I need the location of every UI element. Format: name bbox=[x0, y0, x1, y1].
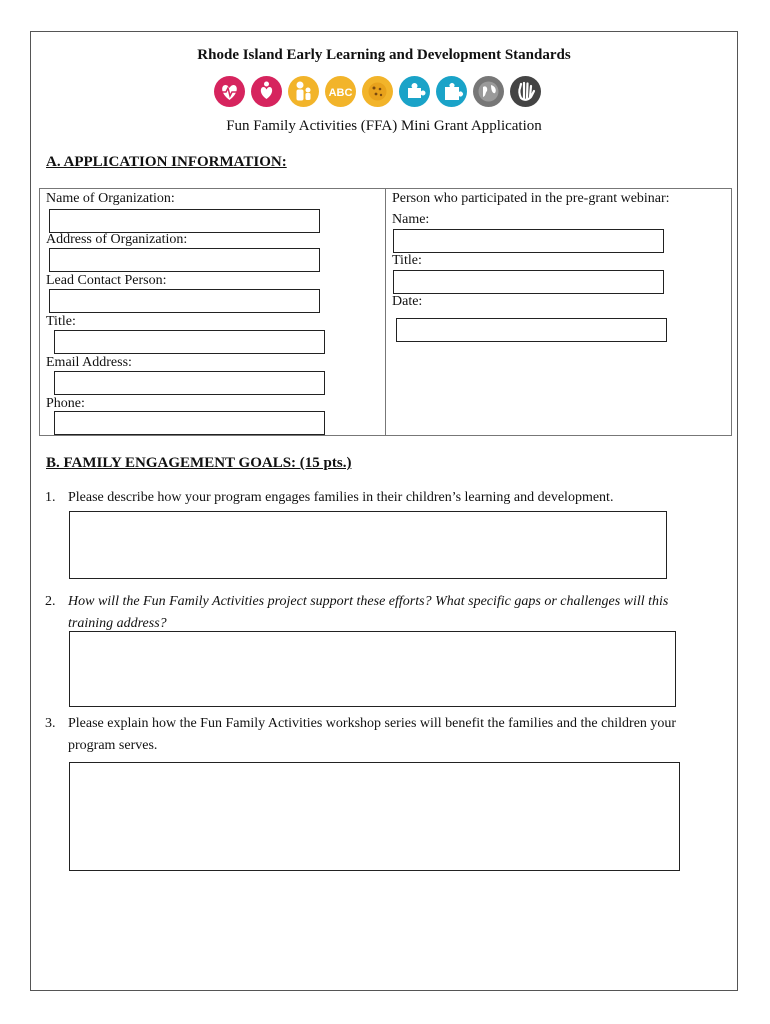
form-subtitle: Fun Family Activities (FFA) Mini Grant Application bbox=[226, 118, 542, 134]
answer-3-textarea[interactable] bbox=[69, 762, 680, 871]
title-label: Title: bbox=[46, 314, 76, 329]
title-input[interactable] bbox=[54, 330, 325, 354]
webinar-date-label: Date: bbox=[392, 294, 423, 309]
family-icon bbox=[288, 76, 319, 107]
hands-icon bbox=[251, 76, 282, 107]
webinar-name-input[interactable] bbox=[393, 229, 664, 253]
section-a-heading: A. APPLICATION INFORMATION: bbox=[46, 154, 287, 170]
svg-text:ABC: ABC bbox=[328, 87, 353, 99]
answer-2-textarea[interactable] bbox=[69, 631, 676, 707]
question-number: 1. bbox=[45, 490, 56, 505]
question-text: Please describe how your program engages families in their children’s learning and development. bbox=[68, 490, 614, 505]
email-label: Email Address: bbox=[46, 355, 132, 370]
phone-input[interactable] bbox=[54, 411, 325, 435]
application-info-table bbox=[39, 188, 732, 436]
question-text-line-2: program serves. bbox=[68, 738, 158, 753]
webinar-name-label: Name: bbox=[392, 212, 430, 227]
org-name-input[interactable] bbox=[49, 209, 320, 233]
phone-label: Phone: bbox=[46, 396, 85, 411]
table-divider bbox=[385, 189, 386, 435]
section-b-heading: B. FAMILY ENGAGEMENT GOALS: (15 pts.) bbox=[46, 455, 352, 471]
puzzle-piece-icon bbox=[436, 76, 467, 107]
question-2 bbox=[45, 591, 735, 635]
email-input[interactable] bbox=[54, 371, 325, 395]
form-page bbox=[30, 31, 738, 991]
cookie-icon bbox=[362, 76, 393, 107]
question-number: 3. bbox=[45, 716, 56, 731]
globe-icon bbox=[473, 76, 504, 107]
webinar-title-input[interactable] bbox=[393, 270, 664, 294]
answer-1-textarea[interactable] bbox=[69, 511, 667, 579]
question-text-line-1: Please explain how the Fun Family Activities workshop series will benefit the families and the children your bbox=[68, 716, 677, 731]
org-address-input[interactable] bbox=[49, 248, 320, 272]
webinar-label: Person who participated in the pre-grant webinar: bbox=[392, 191, 670, 206]
question-1 bbox=[45, 487, 735, 509]
lead-contact-label: Lead Contact Person: bbox=[46, 273, 167, 288]
webinar-date-input[interactable] bbox=[396, 318, 667, 342]
question-number: 2. bbox=[45, 594, 56, 609]
webinar-title-label: Title: bbox=[392, 253, 422, 268]
heart-icon bbox=[214, 76, 245, 107]
abc-icon bbox=[325, 76, 356, 107]
lead-contact-input[interactable] bbox=[49, 289, 320, 313]
org-address-label: Address of Organization: bbox=[46, 232, 188, 247]
org-name-label: Name of Organization: bbox=[46, 191, 175, 206]
question-text-line-2: training address? bbox=[68, 616, 167, 631]
puzzle-icon bbox=[399, 76, 430, 107]
form-title: Rhode Island Early Learning and Development Standards bbox=[197, 47, 571, 63]
question-3 bbox=[45, 713, 735, 757]
handprint-icon bbox=[510, 76, 541, 107]
question-text-line-1: How will the Fun Family Activities project support these efforts? What specific gaps or challenges will this bbox=[68, 594, 669, 609]
